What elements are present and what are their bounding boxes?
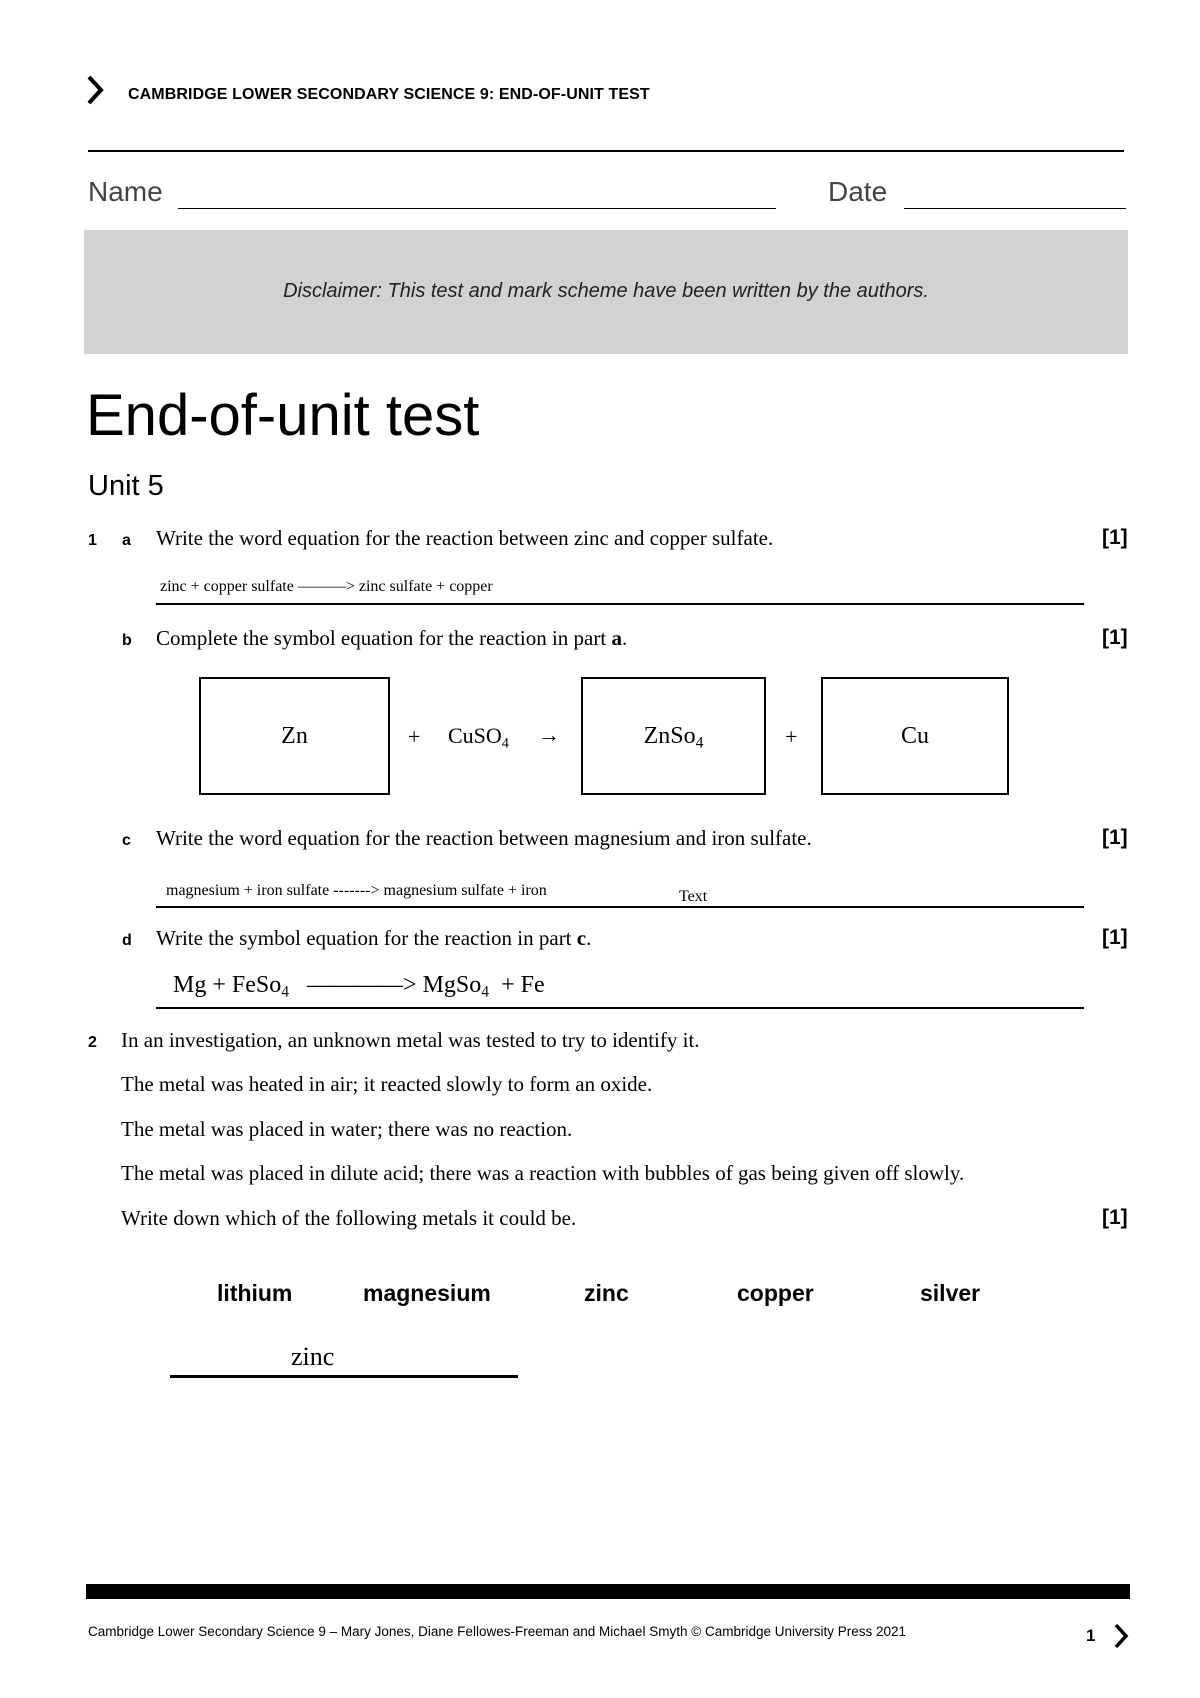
q1a-marks: [1] (1102, 526, 1128, 549)
q1b-text: Complete the symbol equation for the reaction in part a. (156, 626, 628, 650)
q2-answer-line[interactable] (170, 1375, 518, 1378)
date-field[interactable] (904, 208, 1126, 209)
q1d-text: Write the symbol equation for the reaction in part c. (156, 926, 592, 950)
reaction-arrow: → (538, 722, 560, 747)
metal-option: lithium (217, 1280, 293, 1306)
header-title: CAMBRIDGE LOWER SECONDARY SCIENCE 9: END-OF-UNIT TEST (128, 86, 650, 103)
q1a-answer: zinc + copper sulfate ———> zinc sulfate + copper (160, 578, 493, 595)
answer-box-2[interactable]: ZnSo$_4$ (581, 677, 766, 795)
chevron-right-icon[interactable] (1112, 1622, 1130, 1650)
answer-box-1[interactable]: Zn (199, 677, 390, 795)
answer-box-3[interactable]: Cu (821, 677, 1009, 795)
reactant-cuso4: CuSO$_4$ (448, 723, 509, 752)
metal-option: silver (920, 1280, 981, 1306)
plus-sign-1: + (408, 724, 421, 749)
q1c-answer: magnesium + iron sulfate -------> magnesium sulfate + iron (166, 882, 547, 899)
q1c-text: Write the word equation for the reaction between magnesium and iron sulfate. (156, 826, 812, 850)
stray-text-box: Text (679, 888, 708, 905)
q1d-marks: [1] (1102, 926, 1128, 949)
q1d-answer-line[interactable] (156, 1007, 1084, 1009)
q1c-marks: [1] (1102, 826, 1128, 849)
q2-line-3: The metal was placed in water; there was no reaction. (121, 1117, 573, 1141)
q2-line-4: The metal was placed in dilute acid; there was a reaction with bubbles of gas being given off slowly. (121, 1161, 965, 1185)
disclaimer-text: Disclaimer: This test and mark scheme have been written by the authors. (283, 280, 929, 302)
q2-line-5: Write down which of the following metals it could be. (121, 1206, 577, 1230)
chevron-right-icon (84, 74, 106, 106)
q1a-answer-line[interactable] (156, 603, 1084, 605)
metal-option: magnesium (363, 1280, 491, 1306)
q1d-label: d (122, 932, 132, 949)
q2-marks: [1] (1102, 1206, 1128, 1229)
plus-sign-2: + (785, 724, 798, 749)
metal-option: zinc (584, 1280, 629, 1306)
q2-line-1: In an investigation, an unknown metal was tested to try to identify it. (121, 1028, 700, 1052)
q2-answer: zinc (291, 1342, 335, 1371)
q1b-marks: [1] (1102, 626, 1128, 649)
q1a-text: Write the word equation for the reaction between zinc and copper sulfate. (156, 526, 774, 550)
page-number: 1 (1086, 1626, 1096, 1645)
header-rule (88, 150, 1124, 152)
footer-bar (86, 1584, 1130, 1599)
date-label: Date (828, 176, 888, 207)
page-title: End-of-unit test (86, 383, 480, 448)
q1c-answer-line[interactable] (156, 906, 1084, 908)
q2-line-2: The metal was heated in air; it reacted slowly to form an oxide. (121, 1072, 653, 1096)
q1d-answer: Mg + FeSo$_4$ ————> MgSo$_4$ + Fe (173, 972, 545, 1001)
footer-text: Cambridge Lower Secondary Science 9 – Mary Jones, Diane Fellowes-Freeman and Michael Smyth © Cambridge University Press 2021 (88, 1624, 907, 1639)
q2-number: 2 (88, 1034, 97, 1051)
q1-number: 1 (88, 532, 97, 549)
q1c-label: c (122, 832, 131, 849)
q1a-label: a (122, 532, 131, 549)
metal-option: copper (737, 1280, 814, 1306)
unit-heading: Unit 5 (88, 470, 164, 502)
name-field[interactable] (178, 208, 776, 209)
q1b-label: b (122, 632, 132, 649)
name-label: Name (88, 176, 163, 207)
